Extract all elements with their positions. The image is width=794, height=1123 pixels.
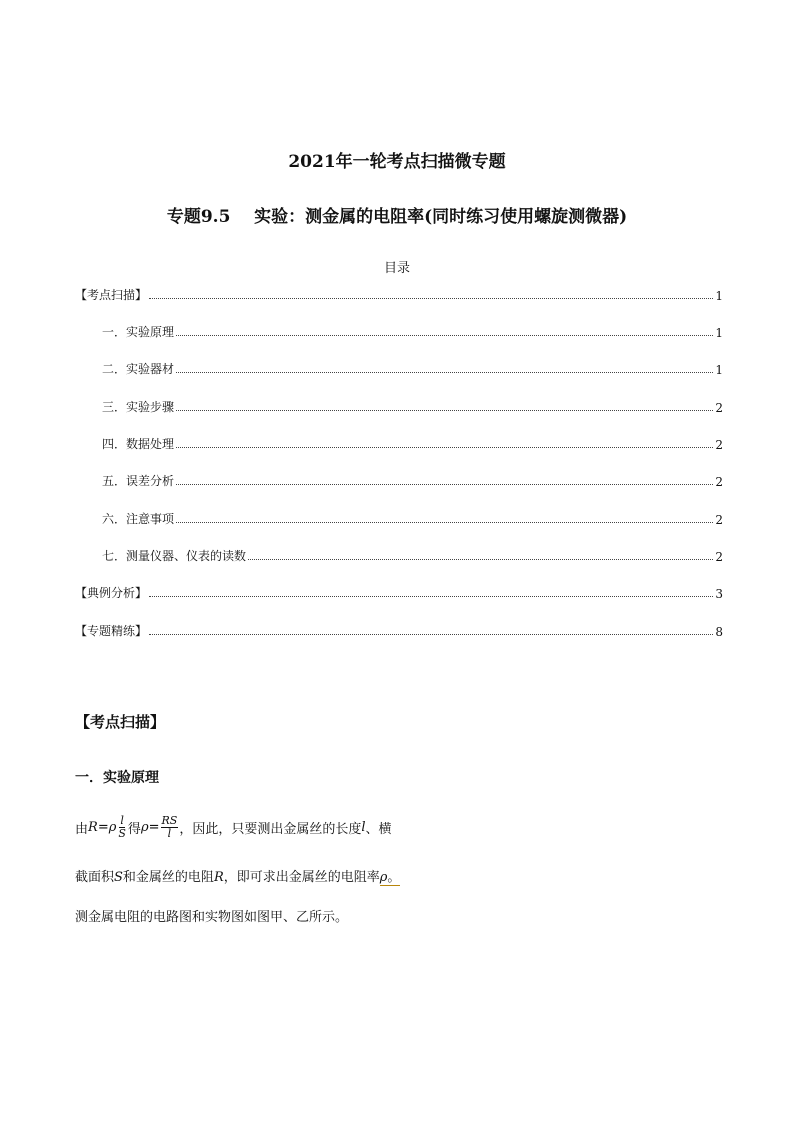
text-segment: 截面积 [75,870,115,885]
toc-entry-label: 六．注意事项 [102,512,175,526]
toc-entry[interactable] [102,544,723,564]
toc-entry-page: 1 [715,289,723,303]
subsection-heading: 一．实验原理 [75,770,159,786]
toc-entry-page: 2 [715,401,723,415]
equals-sign: = [148,819,160,835]
toc-entry-page: 2 [715,475,723,489]
toc-entry-page: 1 [715,326,723,340]
toc-title: 目录 [383,261,410,276]
toc-entry[interactable] [75,283,723,303]
var-l: l [361,819,366,835]
toc-entry-label: 三．实验步骤 [102,400,175,414]
fraction-denominator: l [167,826,172,840]
toc-leader-dots [176,521,713,523]
toc-leader-dots [248,558,713,560]
text-segment: ，即可求出金属丝的电阻率 [223,870,380,885]
document-title: 2021年一轮考点扫描微专题 [288,152,506,172]
var-r: R [88,819,98,835]
toc-entry-label: 一．实验原理 [102,325,175,339]
var-rho: ρ [140,819,149,835]
toc-entry-label: 【专题精练】 [75,624,148,638]
fraction-numerator: RS [161,813,178,827]
toc-entry-page: 2 [715,550,723,564]
toc-entry-page: 2 [715,513,723,527]
toc-leader-dots [149,633,713,635]
toc-entry[interactable] [102,395,723,415]
fraction-l-over-s [117,815,127,840]
equals-sign: = [97,819,109,835]
text-segment: 。 [387,870,401,885]
toc-entry-page: 1 [715,363,723,377]
toc-leader-dots [176,409,713,411]
toc-entry[interactable] [102,320,723,340]
fraction-rs-over-l [161,815,179,840]
text-segment: ，因此，只要测出金属丝的长度 [179,821,362,837]
toc-entry-label: 二．实验器材 [102,362,175,376]
text-segment: 得 [127,821,141,837]
document-subtitle: 专题9.5 实验：测金属的电阻率(同时练习使用螺旋测微器) [166,207,628,227]
var-rho: ρ [379,870,388,885]
section-heading: 【考点扫描】 [75,713,166,731]
toc-entry-page: 3 [715,587,723,601]
var-r: R [213,870,224,885]
toc-entry[interactable] [102,432,723,452]
toc-entry[interactable] [75,619,723,639]
text-segment: 和金属丝的电阻 [122,870,214,885]
text-segment: 由 [75,821,89,837]
toc-leader-dots [176,371,713,373]
paragraph-line [75,866,400,885]
toc-entry-label: 七．测量仪器、仪表的读数 [102,549,247,563]
toc-leader-dots [176,334,713,336]
toc-entry-label: 五．误差分析 [102,474,175,488]
toc-leader-dots [149,297,713,299]
paragraph-line: 测金属电阻的电路图和实物图如图甲、乙所示。 [75,910,349,925]
fraction-numerator: l [120,813,124,827]
toc-entry[interactable] [102,507,723,527]
text-segment: 、横 [365,821,392,837]
toc-leader-dots [176,446,713,448]
toc-entry-label: 四．数据处理 [102,437,175,451]
fraction-denominator: S [118,826,126,840]
toc-entry[interactable] [102,357,723,377]
var-s: S [114,870,123,885]
toc-entry[interactable] [75,581,723,601]
toc-entry-label: 【考点扫描】 [75,288,148,302]
toc-leader-dots [149,595,713,597]
toc-entry-page: 2 [715,438,723,452]
principle-formula-line [75,807,392,847]
var-rho: ρ [108,819,117,835]
toc-entry-label: 【典例分析】 [75,586,148,600]
toc-entry[interactable] [102,469,723,489]
toc-leader-dots [176,483,713,485]
toc-entry-page: 8 [715,625,723,639]
